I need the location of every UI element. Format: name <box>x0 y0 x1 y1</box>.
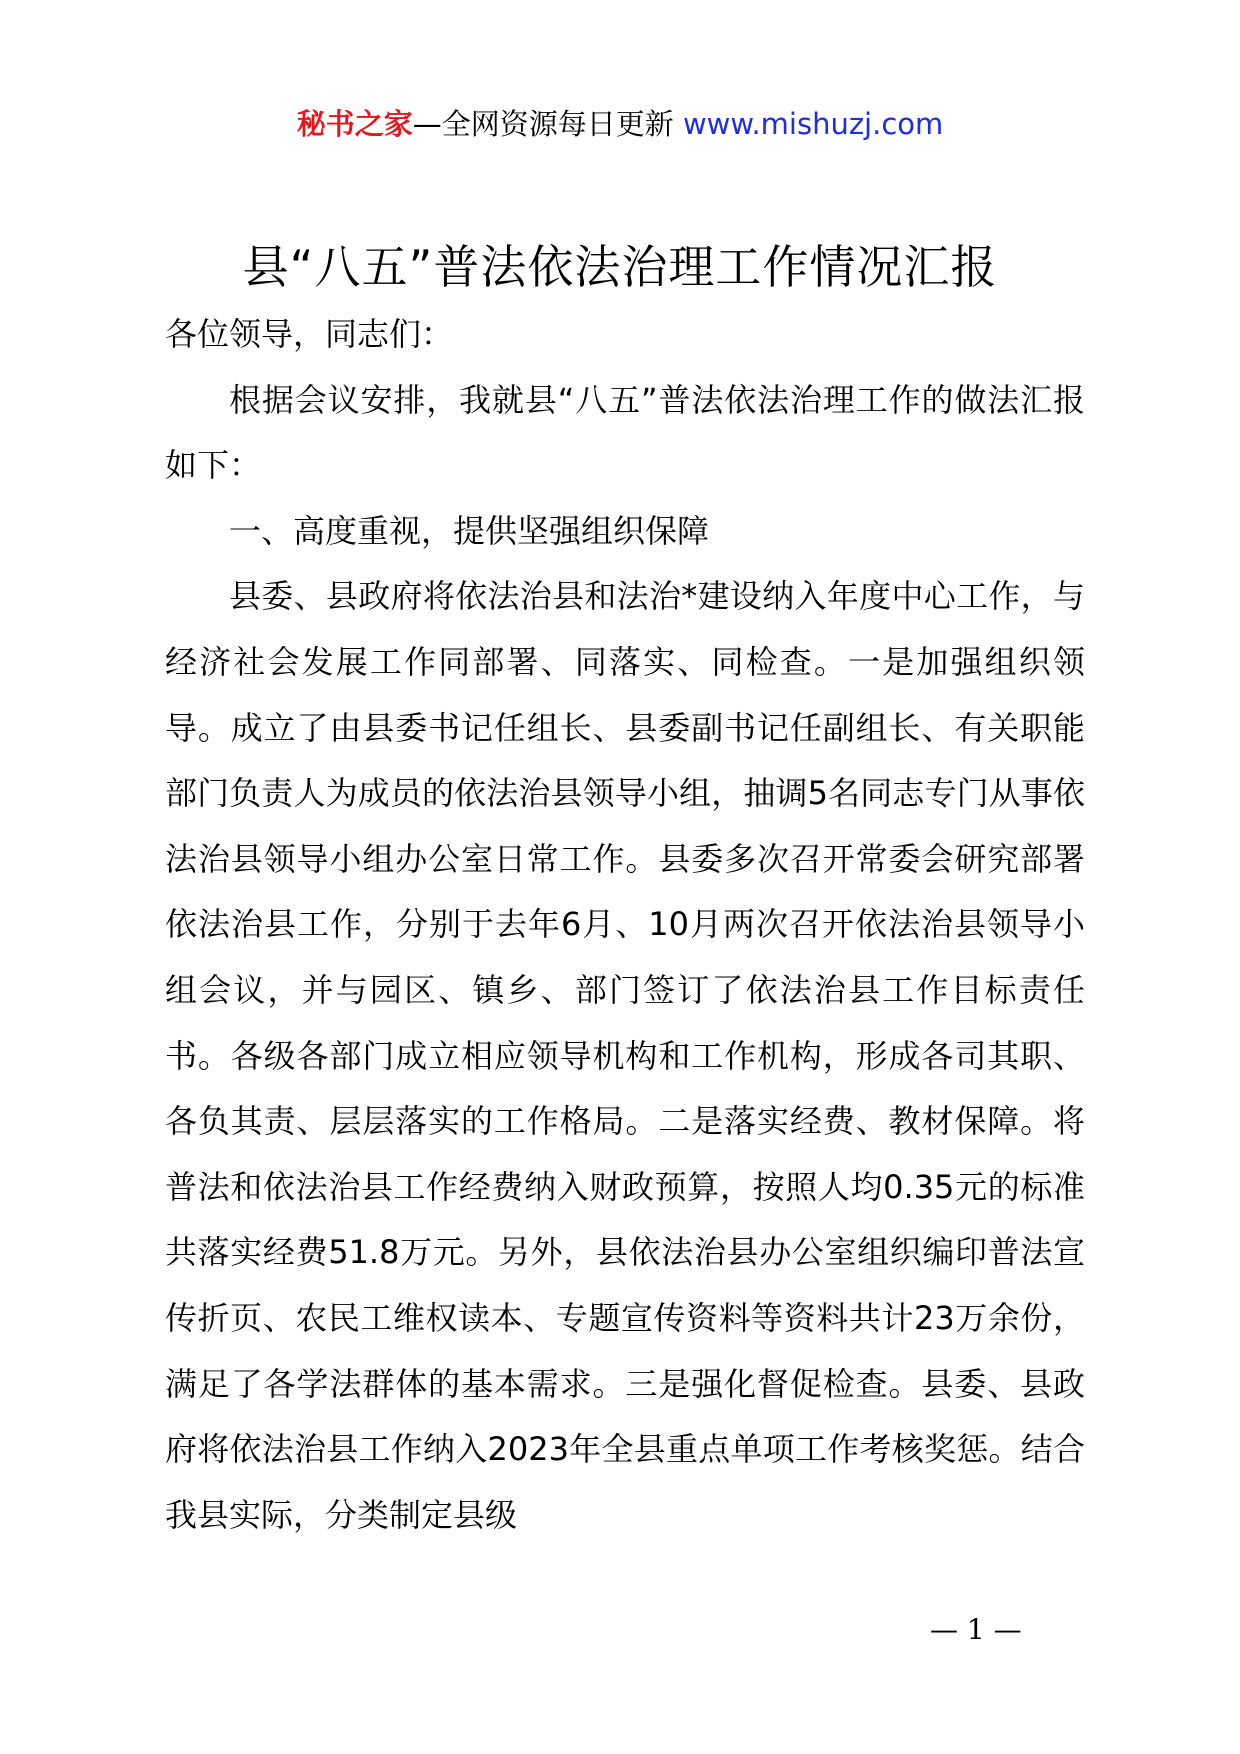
site-header-banner <box>0 100 1240 148</box>
document-body <box>165 302 1085 1548</box>
intro-paragraph: 根据会议安排，我就县“八五”普法依法治理工作的做法汇报如下： <box>165 380 1085 485</box>
document-title: 县“八五”普法依法治理工作情况汇报 <box>242 240 998 294</box>
salutation: 各位领导，同志们： <box>165 315 454 353</box>
section-body-paragraph: 县委、县政府将依法治县和法治*建设纳入年度中心工作，与经济社会发展工作同部署、同落实、同检查。一是加强组织领导。成立了由县委书记任组长、县委副书记任副组长、有关职能部门负责人为成员的依法治县领导小组，抽调5名同志专门从事依法治县领导小组办公室日常工作。县委多次召开常委会研究部署依法治县工作，分别于去年6月、10月两次召开依法治县领导小组会议，并与园区、镇乡、部门签订了依法治县工作目标责任书。各级各部门成立相应领导机构和工作机构，形成各司其职、各负其责、层层落实的工作格局。二是落实经费、教材保障。将普法和依法治县工作经费纳入财政预算，按照人均0.35元的标准共落实经费51.8万元。另外，县依法治县办公室组织编印普法宣传折页、农民工维权读本、专题宣传资料等资料共计23万余份，满足了各学法群体的基本需求。三是强化督促检查。县委、县政府将依法治县工作纳入2023年全县重点单项工作考核奖惩。结合我县实际，分类制定县级 <box>165 577 1085 1534</box>
site-tagline: —全网资源每日更新 <box>412 107 683 141</box>
site-url-link[interactable]: www.mishuzj.com <box>682 107 944 141</box>
section-heading: 一、高度重视，提供坚强组织保障 <box>229 511 710 550</box>
site-brand-name: 秘书之家 <box>296 107 413 141</box>
page-number: — 1 — <box>930 1613 1022 1646</box>
